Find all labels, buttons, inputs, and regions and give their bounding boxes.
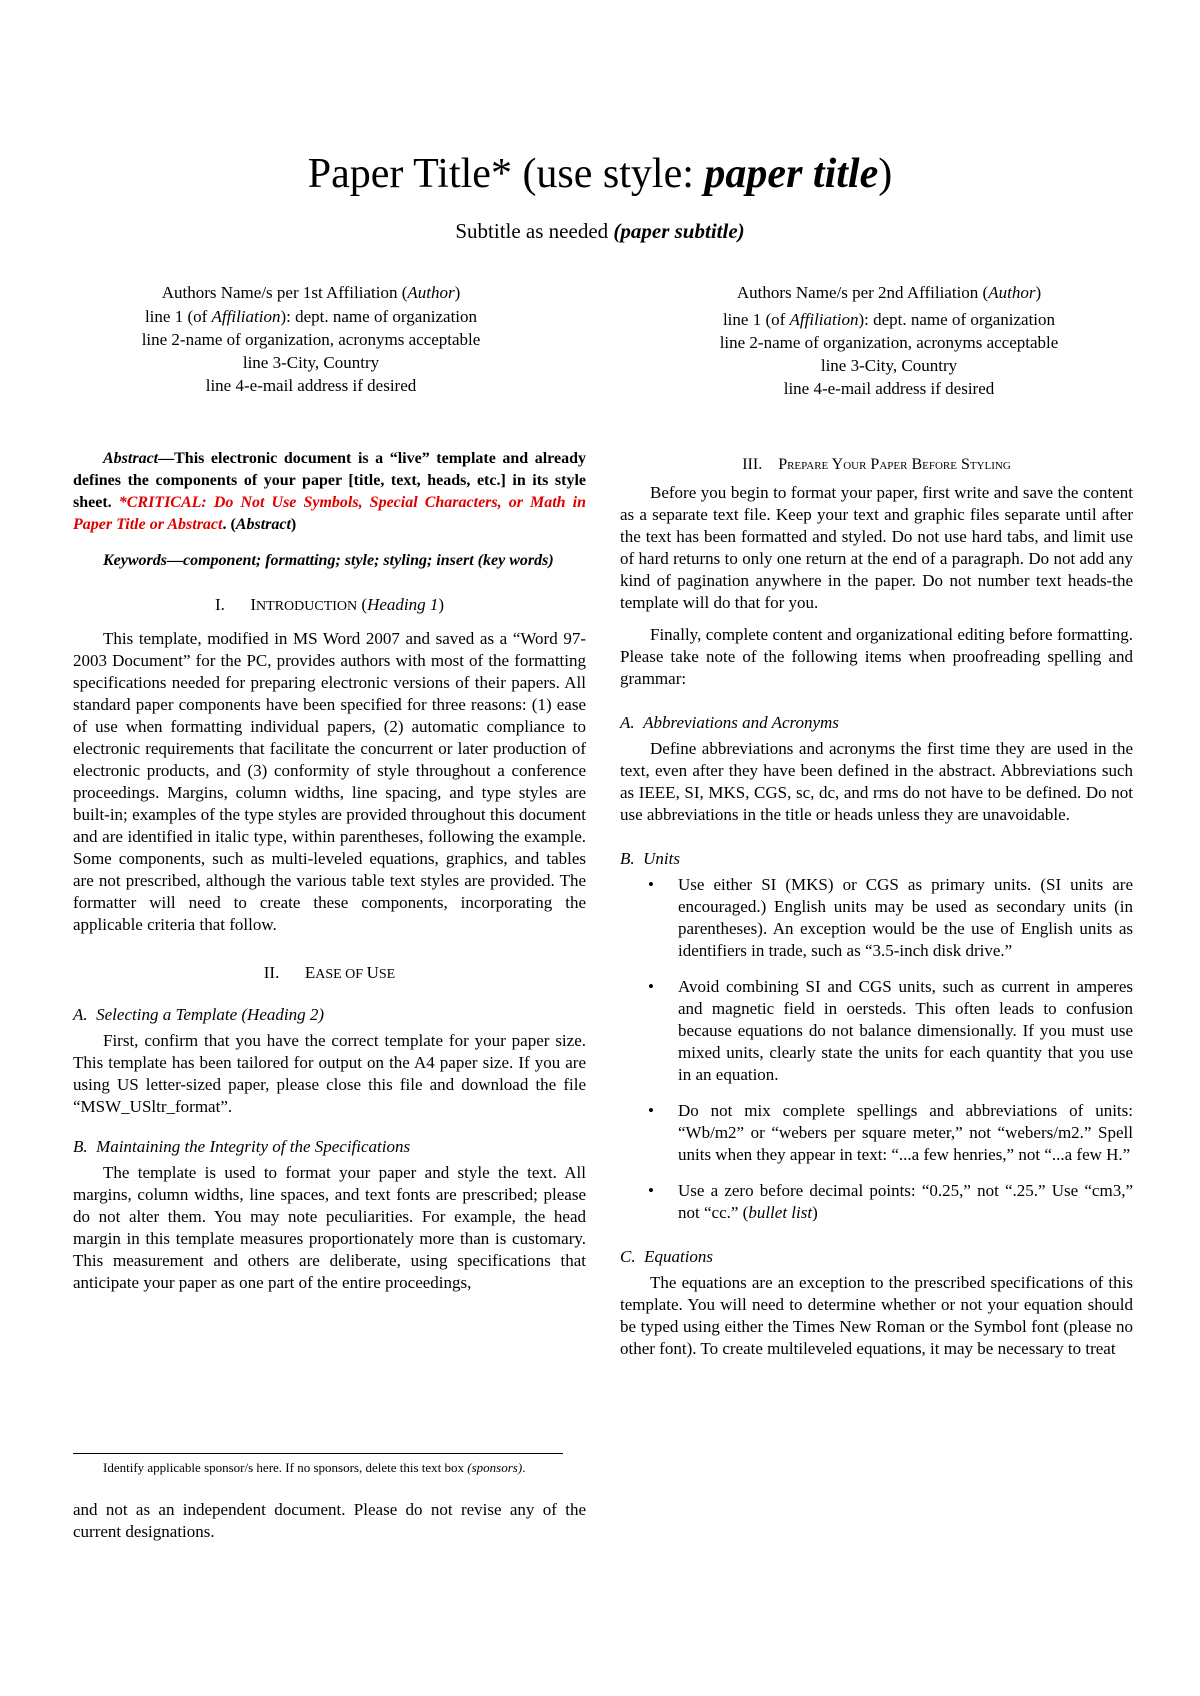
affiliation-line-3: line 3-City, Country: [242, 353, 380, 372]
left-column: [73, 448, 586, 1294]
affiliation-line-1: line 1 (of Affiliation): dept. name of organization: [722, 310, 1056, 329]
author-name: Authors Name/s per 1st Affiliation (Author): [161, 283, 461, 302]
abstract: Abstract—This electronic document is a “live” template and already defines the components of your paper [title, text, heads, etc.] in its style sheet. *CRITICAL: Do Not Use Symbols, Special Characters, or Math in Paper Title or Abstract. (Abstract): [73, 450, 586, 533]
list-item: • Use either SI (MKS) or CGS as primary units. (SI units are encouraged.) English units may be used as secondary units (in parentheses). An exception would be the use of English units as identifiers in trade, such as “3.5-inch disk drive.”: [648, 875, 1133, 960]
paper-subtitle: Subtitle as needed (paper subtitle): [455, 219, 745, 243]
abbreviations-body: Define abbreviations and acronyms the first time they are used in the text, even after they have been defined in the abstract. Abbreviations such as IEEE, SI, MKS, CGS, sc, dc, and rms do not have to be defined. Do not use abbreviations in the title or heads unless they are unavoidable.: [620, 739, 1133, 824]
affiliation-line-4: line 4-e-mail address if desired: [783, 379, 995, 398]
selecting-template-body: First, confirm that you have the correct template for your paper size. This template has been tailored for output on the A4 paper size. If you are using US letter-sized paper, please close this file and download the file “MSW_USltr_format”.: [73, 1031, 586, 1116]
paper-title: Paper Title* (use style: paper title): [307, 151, 893, 197]
heading-selecting-template: A. Selecting a Template (Heading 2): [73, 1005, 325, 1024]
heading-ease-of-use: II. EASE OF USE: [263, 963, 396, 982]
author-name: Authors Name/s per 2nd Affiliation (Author): [736, 283, 1042, 302]
bullet-icon: •: [648, 1181, 654, 1200]
prepare-body-1: Before you begin to format your paper, first write and save the content as a separate text file. Keep your text and graphic files separate until after the text has been formatted and styled. Do not use hard tabs, and limit use of hard returns to only one return at the end of a paragraph. Do not add any kind of pagination anywhere in the paper. Do not number text heads-the template will do that for you.: [620, 483, 1133, 612]
bullet-icon: •: [648, 875, 654, 894]
left-column-continuation: and not as an independent document. Please do not revise any of the current designations.: [73, 1500, 586, 1541]
equations-body: The equations are an exception to the prescribed specifications of this template. You will need to determine whether or not your equation should be typed using either the Times New Roman or the Symbol font (please no other font). To create multileveled equations, it may be necessary to treat: [620, 1273, 1133, 1358]
list-item: • Use a zero before decimal points: “0.25,” not “.25.” Use “cm3,” not “cc.” (bullet list): [648, 1181, 1133, 1222]
bullet-icon: •: [648, 977, 654, 996]
author-block-1: [61, 281, 561, 397]
affiliation-line-2: line 2-name of organization, acronyms acceptable: [141, 330, 481, 349]
affiliation-line-1: line 1 (of Affiliation): dept. name of organization: [144, 307, 478, 326]
keywords: Keywords—component; formatting; style; styling; insert (key words): [103, 552, 554, 569]
prepare-body-2: Finally, complete content and organizational editing before formatting. Please take note of the following items when proofreading spelling and grammar:: [620, 625, 1133, 688]
maintaining-integrity-body: The template is used to format your paper and style the text. All margins, column widths, line spaces, and text fonts are prescribed; please do not alter them. You may note peculiarities. For example, the head margin in this template measures proportionately more than is customary. This measurement and others are deliberate, using specifications that anticipate your paper as one part of the entire proceedings,: [73, 1163, 586, 1292]
right-column: [620, 454, 1133, 1360]
heading-abbreviations: A. Abbreviations and Acronyms: [620, 713, 839, 732]
heading-maintaining-integrity: B. Maintaining the Integrity of the Specifications: [73, 1137, 411, 1156]
affiliation-line-4: line 4-e-mail address if desired: [205, 376, 417, 395]
footnote-rule: [73, 1453, 563, 1454]
affiliation-line-2: line 2-name of organization, acronyms acceptable: [719, 333, 1059, 352]
footnote-sponsors: Identify applicable sponsor/s here. If no sponsors, delete this text box (sponsors).: [103, 1460, 526, 1475]
heading-units: B. Units: [620, 849, 680, 868]
bullet-icon: •: [648, 1101, 654, 1120]
heading-introduction: I. INTRODUCTION (Heading 1): [214, 595, 445, 614]
critical-note: *CRITICAL: Do Not Use Symbols, Special Characters, or Math in Paper Title or Abstract: [73, 494, 586, 533]
heading-prepare-paper: III. Prepare Your Paper Before Styling: [742, 456, 1011, 473]
heading-equations: C. Equations: [620, 1247, 714, 1266]
affiliation-line-3: line 3-City, Country: [820, 356, 958, 375]
author-block-2: [639, 281, 1139, 400]
introduction-body: This template, modified in MS Word 2007 and saved as a “Word 97-2003 Document” for the PC, provides authors with most of the formatting specifications needed for preparing electronic versions of their papers. All standard paper components have been specified for three reasons: (1) ease of use when formatting individual papers, (2) automatic compliance to electronic requirements that facilitate the concurrent or later production of electronic products, and (3) conformity of style throughout a conference proceedings. Margins, column widths, line spacing, and type styles are built-in; examples of the type styles are provided throughout this document and are identified in italic type, within parentheses, following the example. Some components, such as multi-leveled equations, graphics, and tables are not prescribed, although the various table text styles are provided. The formatter will need to create these components, incorporating the applicable criteria that follow.: [73, 629, 586, 934]
list-item: • Do not mix complete spellings and abbreviations of units: “Wb/m2” or “webers per square meter,” not “webers/m2.” Spell units when they appear in text: “...a few henries,” not “...a few H.”: [648, 1101, 1133, 1164]
list-item: • Avoid combining SI and CGS units, such as current in amperes and magnetic field in oersteds. This often leads to confusion because equations do not balance dimensionally. If you must use mixed units, clearly state the units for each quantity that you use in an equation.: [648, 977, 1133, 1084]
units-bullet-list: [620, 874, 1133, 1224]
